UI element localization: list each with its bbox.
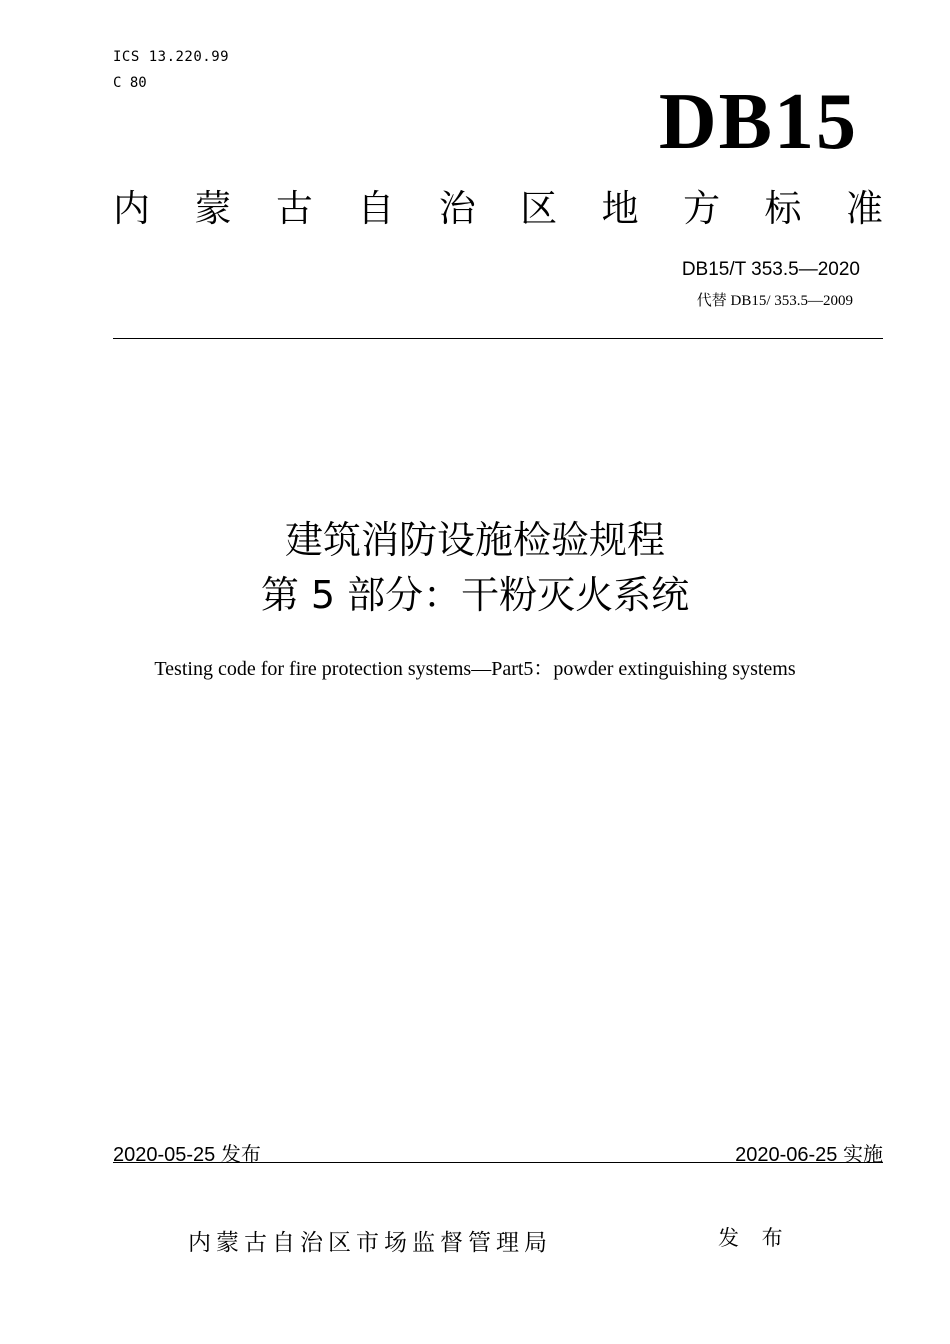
standard-type-char: 治 (438, 187, 476, 230)
standard-type-char: 地 (601, 187, 639, 230)
standard-type-char: 古 (275, 187, 313, 230)
standard-type-char: 标 (764, 187, 802, 230)
standard-type-char: 内 (113, 187, 150, 230)
standard-type-char: 自 (357, 187, 395, 230)
standard-type-heading (113, 184, 883, 234)
publish-date: 2020-05-25 发布 (113, 1144, 261, 1166)
replaces-standard: 代替 DB15/ 353.5—2009 (696, 293, 853, 309)
standard-type-char: 准 (845, 187, 883, 230)
document-subtitle: 第 5 部分：干粉灭火系统 (260, 573, 690, 617)
document-title: 建筑消防设施检验规程 (284, 518, 665, 562)
standard-type-char: 方 (683, 187, 721, 230)
ccs-code: C 80 (113, 75, 147, 91)
english-title: Testing code for fire protection systems—Part5：powder extinguishing systems (154, 658, 796, 680)
standard-type-char: 蒙 (194, 187, 232, 230)
ics-code: ICS 13.220.99 (113, 49, 230, 65)
standard-logo: DB15 (658, 78, 858, 166)
standard-number: DB15/T 353.5—2020 (681, 259, 860, 280)
header-divider (113, 338, 883, 339)
implementation-date: 2020-06-25 实施 (735, 1144, 883, 1166)
footer-divider (113, 1162, 883, 1163)
issuing-authority: 内蒙古自治区市场监督管理局 (188, 1230, 552, 1256)
issue-label: 发 布 (718, 1226, 791, 1250)
standard-type-char: 区 (520, 187, 558, 230)
